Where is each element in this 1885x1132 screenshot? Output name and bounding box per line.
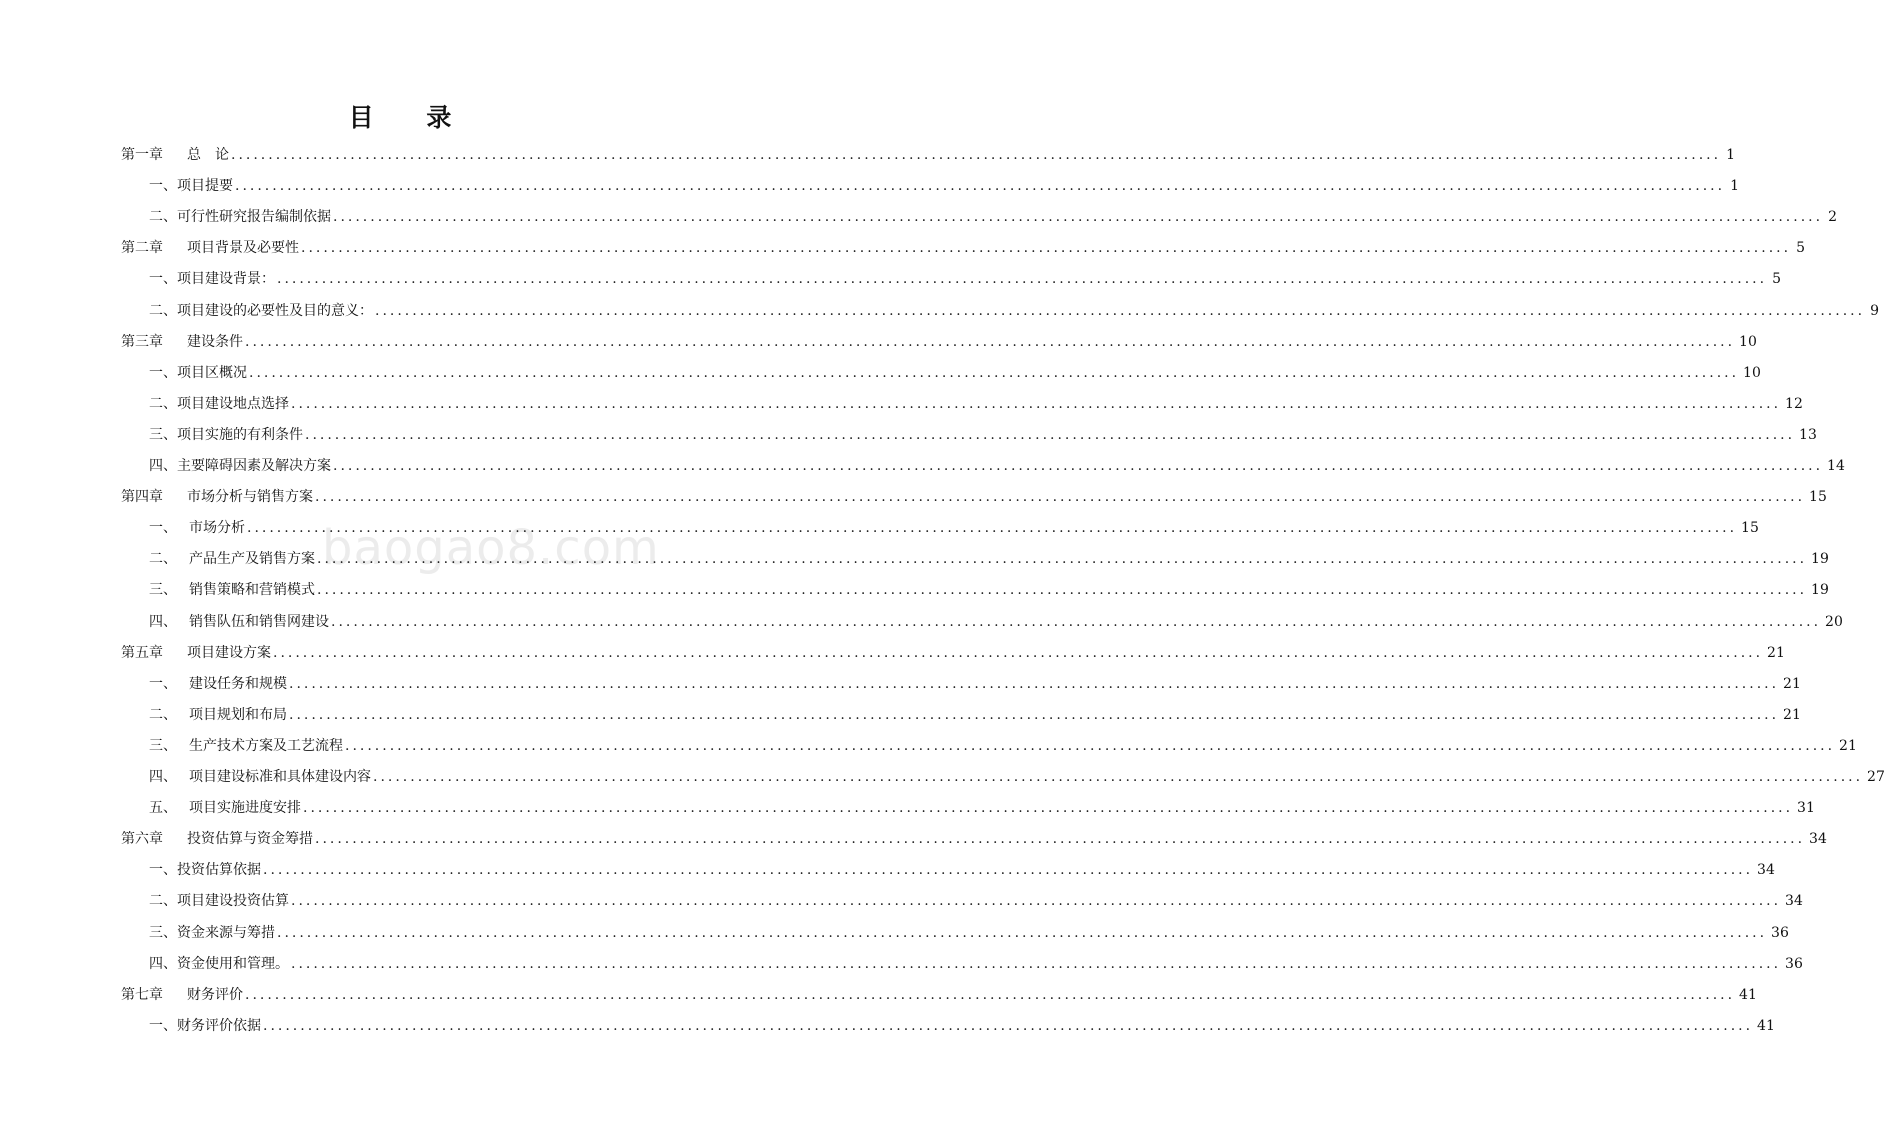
toc-entry-text: 一、投资估算依据 xyxy=(149,862,261,879)
toc-dot-leader: ........................................................................................................................................................................................................ xyxy=(289,706,1780,723)
toc-section-entry[interactable] xyxy=(0,700,1801,731)
toc-dot-leader: ........................................................................................................................................................................................................ xyxy=(263,862,1754,879)
toc-dot-leader: ........................................................................................................................................................................................................ xyxy=(333,209,1824,226)
toc-entry-line xyxy=(149,886,1803,917)
toc-page-number: 19 xyxy=(1811,582,1829,599)
toc-entry-text: 一、财务评价依据 xyxy=(149,1017,261,1034)
toc-page-number: 1 xyxy=(1730,178,1740,195)
toc-entry-number: 二、 xyxy=(149,706,177,723)
toc-entry-label xyxy=(149,918,275,949)
toc-section-entry[interactable] xyxy=(0,544,1829,575)
toc-entry-line xyxy=(149,731,1857,762)
toc-entry-number: 第一章 xyxy=(121,147,163,163)
toc-entry-label xyxy=(121,140,229,171)
toc-section-entry[interactable] xyxy=(0,451,1845,482)
toc-entry-number: 四、 xyxy=(149,769,177,785)
toc-entry-text: 项目背景及必要性 xyxy=(187,240,299,257)
toc-entry-number: 第六章 xyxy=(121,831,163,848)
toc-dot-leader: ........................................................................................................................................................................................................ xyxy=(291,395,1782,412)
toc-dot-leader: ........................................................................................................................................................................................................ xyxy=(235,178,1726,195)
toc-section-entry[interactable] xyxy=(0,358,1761,389)
toc-section-entry[interactable] xyxy=(0,731,1857,762)
toc-page-number: 21 xyxy=(1783,706,1801,723)
toc-entry-line xyxy=(121,327,1757,358)
toc-entry-line xyxy=(149,171,1740,202)
toc-chapter-entry[interactable] xyxy=(0,824,1827,855)
toc-dot-leader: ........................................................................................................................................................................................................ xyxy=(305,426,1796,443)
toc-entry-text: 销售队伍和销售网建设 xyxy=(189,613,329,630)
toc-entry-number: 四、 xyxy=(149,613,177,630)
toc-section-entry[interactable] xyxy=(0,669,1801,700)
toc-dot-leader: ........................................................................................................................................................................................................ xyxy=(289,675,1780,692)
toc-section-entry[interactable] xyxy=(0,296,1880,327)
toc-entry-label xyxy=(149,451,331,482)
toc-entry-label xyxy=(149,731,343,762)
toc-page-number: 10 xyxy=(1743,364,1761,381)
toc-page-number: 34 xyxy=(1809,831,1827,848)
toc-entry-line xyxy=(121,233,1806,264)
toc-entry-line xyxy=(149,358,1761,389)
toc-entry-label xyxy=(149,762,371,793)
toc-entry-number: 二、 xyxy=(149,551,177,568)
toc-entry-label xyxy=(149,296,373,327)
toc-dot-leader: ........................................................................................................................................................................................................ xyxy=(317,551,1808,568)
toc-entry-line xyxy=(121,824,1827,855)
toc-chapter-entry[interactable] xyxy=(0,638,1785,669)
toc-dot-leader: ........................................................................................................................................................................................................ xyxy=(273,644,1764,661)
toc-chapter-entry[interactable] xyxy=(0,980,1757,1011)
toc-entry-line xyxy=(121,140,1736,171)
toc-page-number: 21 xyxy=(1839,737,1857,754)
toc-entry-text: 三、资金来源与筹措 xyxy=(149,924,275,941)
watermark: baogao8.com xyxy=(322,520,660,576)
toc-entry-label xyxy=(121,327,243,358)
toc-entry-line xyxy=(149,544,1829,575)
toc-entry-label xyxy=(121,638,271,669)
toc-entry-text: 财务评价 xyxy=(187,986,243,1003)
toc-page-number: 5 xyxy=(1772,271,1782,288)
toc-entry-label xyxy=(149,171,233,202)
toc-entry-text: 投资估算与资金筹措 xyxy=(187,831,313,848)
toc-entry-line xyxy=(149,855,1775,886)
toc-dot-leader: ........................................................................................................................................................................................................ xyxy=(303,800,1794,817)
toc-entry-text: 二、项目建设的必要性及目的意义： xyxy=(149,302,373,319)
toc-entry-line xyxy=(149,1011,1775,1042)
toc-entry-label xyxy=(149,669,287,700)
toc-entry-label xyxy=(121,233,299,264)
toc-entry-number: 五、 xyxy=(149,800,177,817)
toc-entry-number: 第三章 xyxy=(121,333,163,350)
toc-page-number: 15 xyxy=(1809,489,1827,506)
page-title: 目 录 xyxy=(348,103,474,132)
toc-chapter-entry[interactable] xyxy=(0,482,1827,513)
toc-section-entry[interactable] xyxy=(0,389,1803,420)
toc-dot-leader: ........................................................................................................................................................................................................ xyxy=(375,302,1866,319)
toc-entry-line xyxy=(149,420,1817,451)
toc-entry-text: 建设任务和规模 xyxy=(189,675,287,692)
toc-entry-line xyxy=(149,793,1815,824)
toc-page-number: 19 xyxy=(1811,551,1829,568)
toc-section-entry[interactable] xyxy=(0,171,1740,202)
toc-dot-leader: ........................................................................................................................................................................................................ xyxy=(317,582,1808,599)
toc-page-number: 2 xyxy=(1828,209,1838,226)
toc-entry-line xyxy=(149,575,1829,606)
toc-dot-leader: ........................................................................................................................................................................................................ xyxy=(331,613,1822,630)
toc-entry-text: 一、项目区概况 xyxy=(149,364,247,381)
toc-entry-line xyxy=(121,482,1827,513)
toc-entry-label xyxy=(149,793,301,824)
toc-entry-label xyxy=(149,513,245,544)
toc-entry-line xyxy=(149,296,1880,327)
toc-entry-line xyxy=(149,669,1801,700)
toc-page-number: 34 xyxy=(1757,862,1775,879)
toc-page-number: 1 xyxy=(1726,147,1736,163)
toc-chapter-entry[interactable] xyxy=(0,140,1736,171)
toc-page-number: 36 xyxy=(1785,955,1803,972)
toc-page-number: 27 xyxy=(1867,769,1885,785)
toc-entry-number: 三、 xyxy=(149,582,177,599)
toc-entry-text: 产品生产及销售方案 xyxy=(189,551,315,568)
toc-entry-line xyxy=(149,389,1803,420)
toc-entry-label xyxy=(121,980,243,1011)
toc-entry-text: 市场分析 xyxy=(189,520,245,537)
toc-entry-label xyxy=(149,202,331,233)
toc-dot-leader: ........................................................................................................................................................................................................ xyxy=(277,271,1768,288)
toc-entry-label xyxy=(149,389,289,420)
toc-entry-line xyxy=(149,202,1838,233)
toc-entry-text: 项目建设方案 xyxy=(187,644,271,661)
toc-chapter-entry[interactable] xyxy=(0,327,1757,358)
toc-dot-leader: ........................................................................................................................................................................................................ xyxy=(315,489,1806,506)
toc-entry-number: 第二章 xyxy=(121,240,163,257)
toc-entry-text: 二、项目建设投资估算 xyxy=(149,893,289,910)
toc-entry-text: 三、项目实施的有利条件 xyxy=(149,426,303,443)
toc-entry-text: 市场分析与销售方案 xyxy=(187,489,313,506)
toc-entry-line xyxy=(121,638,1785,669)
toc-page-number: 34 xyxy=(1785,893,1803,910)
toc-entry-label xyxy=(149,575,315,606)
toc-dot-leader: ........................................................................................................................................................................................................ xyxy=(333,458,1824,474)
toc-entry-label xyxy=(149,358,247,389)
toc-entry-label xyxy=(149,264,275,295)
toc-page-number: 41 xyxy=(1739,986,1757,1003)
toc-page-number: 31 xyxy=(1797,800,1815,817)
toc-page-number: 36 xyxy=(1771,924,1789,941)
toc-dot-leader: ........................................................................................................................................................................................................ xyxy=(291,955,1782,972)
toc-entry-text: 二、可行性研究报告编制依据 xyxy=(149,209,331,226)
toc-dot-leader: ........................................................................................................................................................................................................ xyxy=(345,737,1836,754)
toc-entry-label xyxy=(149,1011,261,1042)
toc-section-entry[interactable] xyxy=(0,264,1782,295)
toc-section-entry[interactable] xyxy=(0,855,1775,886)
toc-dot-leader: ........................................................................................................................................................................................................ xyxy=(245,333,1736,350)
toc-page-number: 5 xyxy=(1796,240,1806,257)
toc-dot-leader: ........................................................................................................................................................................................................ xyxy=(301,240,1792,257)
toc-dot-leader: ........................................................................................................................................................................................................ xyxy=(245,986,1736,1003)
toc-entry-label xyxy=(149,420,303,451)
toc-page-number: 9 xyxy=(1870,302,1880,319)
toc-page-number: 20 xyxy=(1825,613,1843,630)
toc-page-number: 10 xyxy=(1739,333,1757,350)
toc-page-number: 13 xyxy=(1799,426,1817,443)
toc-entry-text: 总 论 xyxy=(187,147,229,163)
toc-entry-line xyxy=(149,918,1789,949)
toc-entry-text: 二、项目建设地点选择 xyxy=(149,395,289,412)
toc-entry-number: 第四章 xyxy=(121,489,163,506)
toc-dot-leader: ........................................................................................................................................................................................................ xyxy=(373,769,1864,785)
toc-section-entry[interactable] xyxy=(0,420,1817,451)
toc-entry-number: 一、 xyxy=(149,675,177,692)
toc-section-entry[interactable] xyxy=(0,949,1803,980)
toc-entry-text: 一、项目建设背景： xyxy=(149,271,275,288)
toc-dot-leader: ........................................................................................................................................................................................................ xyxy=(315,831,1806,848)
toc-section-entry[interactable] xyxy=(0,575,1829,606)
toc-page-number: 21 xyxy=(1767,644,1785,661)
toc-entry-text: 四、主要障碍因素及解决方案 xyxy=(149,458,331,474)
toc-entry-line xyxy=(149,949,1803,980)
toc-section-entry[interactable] xyxy=(0,607,1843,638)
toc-entry-label xyxy=(149,700,287,731)
toc-entry-text: 项目实施进度安排 xyxy=(189,800,301,817)
toc-entry-text: 项目规划和布局 xyxy=(189,706,287,723)
toc-entry-line xyxy=(149,451,1845,482)
toc-entry-number: 三、 xyxy=(149,737,177,754)
toc-section-entry[interactable] xyxy=(0,793,1815,824)
toc-page-number: 12 xyxy=(1785,395,1803,412)
toc-section-entry[interactable] xyxy=(0,1011,1775,1042)
toc-entry-line xyxy=(121,980,1757,1011)
toc-section-entry[interactable] xyxy=(0,918,1789,949)
toc-dot-leader: ........................................................................................................................................................................................................ xyxy=(249,364,1740,381)
toc-entry-label xyxy=(149,607,329,638)
toc-entry-label xyxy=(149,855,261,886)
toc-dot-leader: ........................................................................................................................................................................................................ xyxy=(291,893,1782,910)
toc-section-entry[interactable] xyxy=(0,513,1759,544)
toc-dot-leader: ........................................................................................................................................................................................................ xyxy=(277,924,1768,941)
toc-entry-text: 生产技术方案及工艺流程 xyxy=(189,737,343,754)
toc-entry-text: 建设条件 xyxy=(187,333,243,350)
toc-entry-label xyxy=(149,949,289,980)
toc-entry-label xyxy=(149,886,289,917)
toc-section-entry[interactable] xyxy=(0,762,1885,793)
toc-section-entry[interactable] xyxy=(0,202,1838,233)
toc-entry-number: 第七章 xyxy=(121,986,163,1003)
toc-entry-line xyxy=(149,762,1885,793)
toc-entry-line xyxy=(149,607,1843,638)
toc-entry-text: 四、资金使用和管理。 xyxy=(149,955,289,972)
toc-section-entry[interactable] xyxy=(0,886,1803,917)
toc-entry-text: 项目建设标准和具体建设内容 xyxy=(189,769,371,785)
toc-entry-text: 一、项目提要 xyxy=(149,178,233,195)
toc-entry-number: 一、 xyxy=(149,520,177,537)
toc-page-number: 14 xyxy=(1827,458,1845,474)
toc-dot-leader: ........................................................................................................................................................................................................ xyxy=(263,1017,1754,1034)
toc-entry-line xyxy=(149,700,1801,731)
toc-entry-line xyxy=(149,264,1782,295)
toc-entry-text: 销售策略和营销模式 xyxy=(189,582,315,599)
toc-page-number: 21 xyxy=(1783,675,1801,692)
toc-entry-label xyxy=(121,482,313,513)
toc-entry-number: 第五章 xyxy=(121,644,163,661)
toc-chapter-entry[interactable] xyxy=(0,233,1806,264)
toc-entry-line xyxy=(149,513,1759,544)
toc-page-number: 15 xyxy=(1741,520,1759,537)
toc-dot-leader: ........................................................................................................................................................................................................ xyxy=(247,520,1738,537)
toc-entry-label xyxy=(121,824,313,855)
toc-page-number: 41 xyxy=(1757,1017,1775,1034)
toc-dot-leader: ........................................................................................................................................................................................................ xyxy=(231,147,1722,163)
toc-entry-label xyxy=(149,544,315,575)
